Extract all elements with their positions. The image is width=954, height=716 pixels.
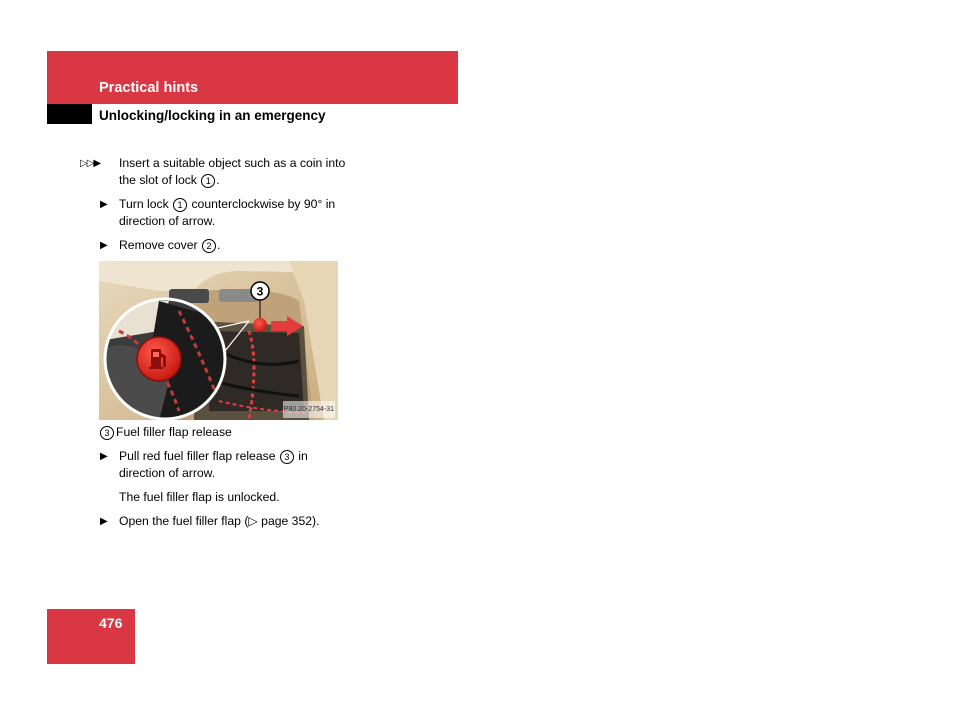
chapter-marker <box>47 104 92 124</box>
step-text-end: . <box>216 238 221 252</box>
ref-number-circle: 1 <box>201 174 215 188</box>
step-arrow-icon: ▶ <box>100 451 108 462</box>
ref-number-circle: 2 <box>202 239 216 253</box>
step-arrow-icon: ▶ <box>100 199 108 210</box>
page-number: 476 <box>99 615 123 631</box>
ref-number-circle: 3 <box>100 426 114 440</box>
page-ref-link[interactable] <box>248 514 312 528</box>
step-text: Pull red fuel filler flap release <box>119 449 279 463</box>
page-ref-arrow-icon: ▷ <box>248 514 258 528</box>
step-insert-coin <box>80 155 354 189</box>
step-turn-lock <box>100 196 354 230</box>
step-text-end: counterclockwise by 90° in direction of arrow. <box>119 197 336 228</box>
step-pull-release <box>100 448 354 482</box>
step-text: Turn lock <box>119 197 173 211</box>
step-text: Remove cover <box>119 238 201 252</box>
step-text: Open the fuel filler flap ( <box>119 514 249 528</box>
ref-number-circle: 1 <box>173 198 187 212</box>
section-title: Practical hints <box>99 80 199 96</box>
step-text-end: . <box>216 173 220 187</box>
content-column <box>80 155 354 537</box>
result-text: The fuel filler flap is unlocked. <box>119 490 280 504</box>
step-arrow-icon: ▶ <box>100 240 108 251</box>
subsection-title: Unlocking/locking in an emergency <box>99 108 326 123</box>
step-text-end: ). <box>312 514 320 528</box>
step-open-flap <box>100 513 354 530</box>
continued-step-marker: ▷▷▶ <box>80 158 101 169</box>
page-ref-text: page 352 <box>257 514 313 528</box>
fuel-flap-release-photo <box>99 261 338 420</box>
step-text: Insert a suitable object such as a coin into the slot of lock <box>119 156 346 187</box>
figure-callout-3: 3 <box>256 284 264 299</box>
step-text-end: in direction of arrow. <box>119 449 308 480</box>
figure-code: P80.20-2754-31 <box>283 401 335 418</box>
step-remove-cover <box>100 237 354 254</box>
ref-number-circle: 3 <box>280 450 294 464</box>
figure-caption <box>104 424 354 441</box>
header-band <box>47 51 458 104</box>
caption-text: Fuel filler flap release <box>116 425 232 439</box>
step-arrow-icon: ▶ <box>100 516 108 527</box>
